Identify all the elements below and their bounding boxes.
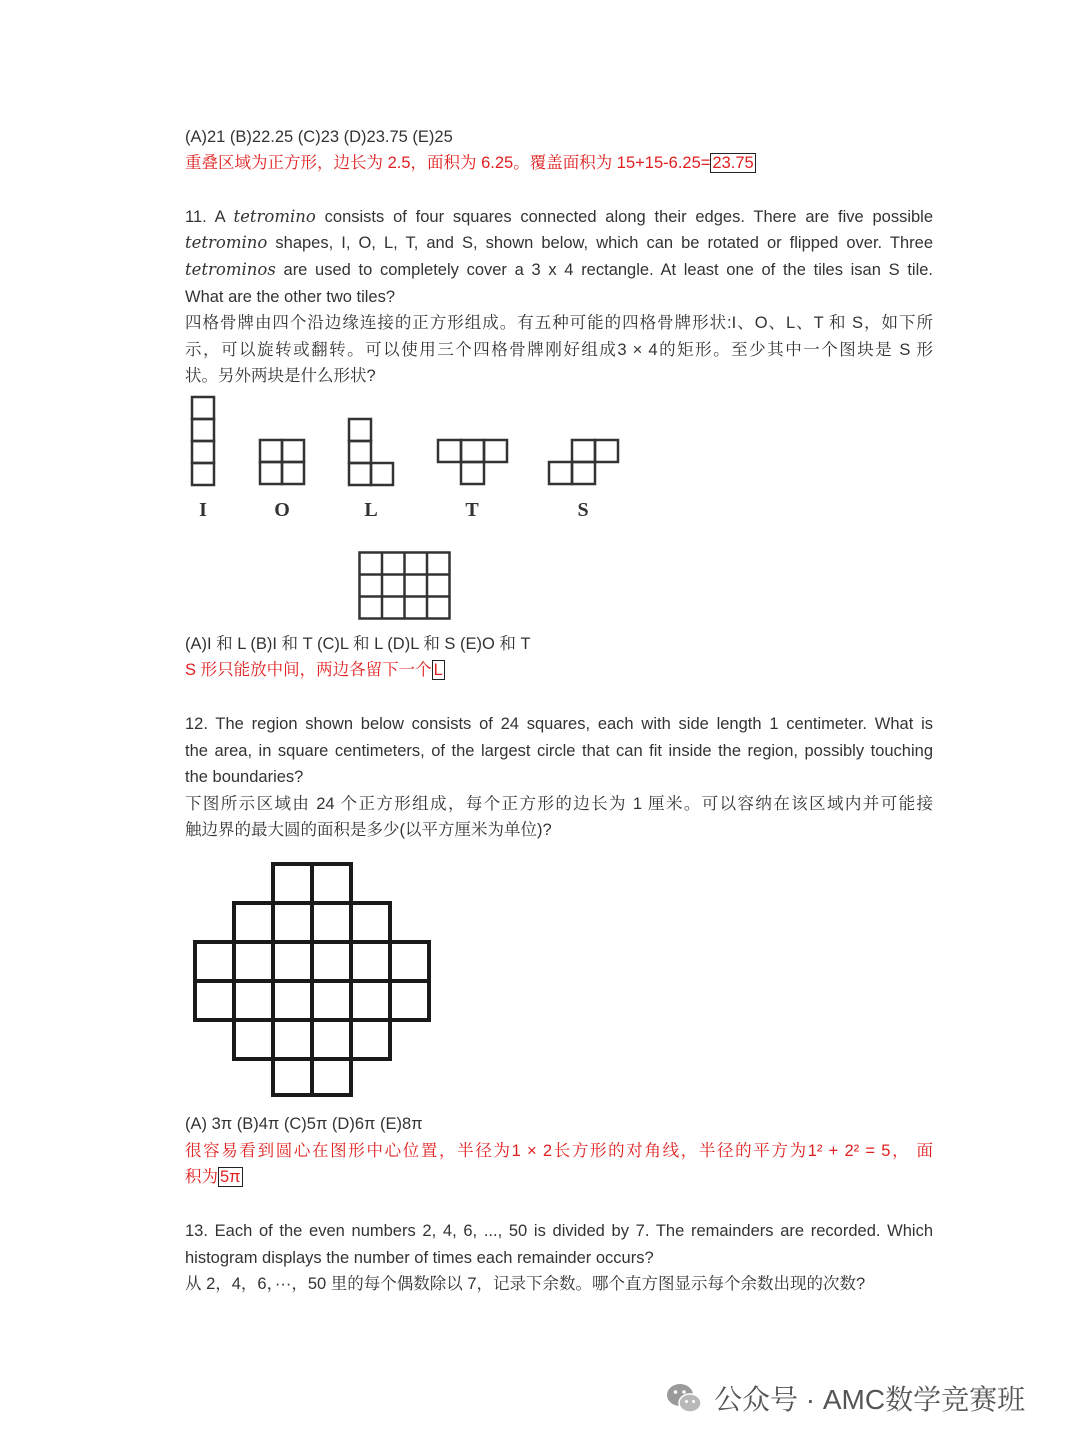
q12-text-line-2: the area, in square centimeters, of the largest circle that can fit inside the region, possibly touching <box>185 742 933 760</box>
watermark-text: 公众号 · AMC数学竞赛班 <box>714 1384 1026 1415</box>
q11-chinese-line-1: 四格骨牌由四个沿边缘连接的正方形组成。有五种可能的四格骨牌形状:I、O、L、T 和 S，如下所 <box>185 314 933 332</box>
q11-text-line-1: 11. A tetromino consists of four squares connected along their edges. There are five possible <box>185 207 933 226</box>
q11-solution: S 形只能放中间，两边各留下一个 L <box>185 661 443 679</box>
q12-chinese-line-2: 触边界的最大圆的面积是多少(以平方厘米为单位)? <box>185 821 552 839</box>
watermark <box>664 1378 1025 1418</box>
tetromino-figure <box>185 392 645 527</box>
tetromino-t <box>438 440 507 484</box>
tetromino-l <box>349 419 393 485</box>
label-o: O <box>274 499 290 521</box>
label-l: L <box>364 499 378 521</box>
tetromino-o <box>260 440 304 484</box>
tetromino-i <box>192 397 214 485</box>
q10-solution: 重叠区域为正方形，边长为 2.5，面积为 6.25。覆盖面积为 15+15-6.25= 23.75 <box>185 154 754 172</box>
region-24-squares <box>195 862 431 1098</box>
q12-options: (A) 3π (B)4π (C)5π (D)6π (E)8π <box>185 1115 423 1133</box>
q11-text-line-3: tetrominos are used to completely cover a 3 x 4 rectangle. At least one of the tiles isan S tile. <box>185 260 933 279</box>
q11-chinese-line-3: 状。另外两块是什么形状? <box>185 367 376 385</box>
q12-text-line-1: 12. The region shown below consists of 24 squares, each with side length 1 centimeter. What is <box>185 715 933 733</box>
label-i: I <box>199 499 207 521</box>
label-t: T <box>465 499 479 521</box>
q13-text-line-2: histogram displays the number of times each remainder occurs? <box>185 1249 654 1267</box>
q12-answer-box: 5π <box>220 1168 241 1186</box>
q11-text-line-4: What are the other two tiles? <box>185 288 396 306</box>
q11-answer-box: L <box>433 661 443 679</box>
q11-text-line-2: tetromino shapes, I, O, L, T, and S, shown below, which can be rotated or flipped over. Three <box>185 233 933 252</box>
q12-chinese-line-1: 下图所示区域由 24 个正方形组成，每个正方形的边长为 1 厘米。可以容纳在该区域内并可能接 <box>185 795 933 813</box>
wechat-icon <box>664 1378 704 1418</box>
label-s: S <box>577 499 589 521</box>
rectangle-3x4-grid <box>358 551 452 621</box>
q12-text-line-3: the boundaries? <box>185 768 304 786</box>
q11-options: (A)I 和 L (B)I 和 T (C)L 和 L (D)L 和 S (E)O 和 T <box>185 635 531 653</box>
q13-text-line-1: 13. Each of the even numbers 2, 4, 6, ..., 50 is divided by 7. The remainders are recorded. Which <box>185 1222 933 1240</box>
q11-chinese-line-2: 示，可以旋转或翻转。可以使用三个四格骨牌刚好组成3 × 4的矩形。至少其中一个图块是 S 形 <box>185 341 933 359</box>
q12-solution-line-2: 积为 5π <box>185 1168 241 1186</box>
q10-options: (A)21 (B)22.25 (C)23 (D)23.75 (E)25 <box>185 128 453 146</box>
tetromino-s <box>549 440 618 484</box>
q10-answer-box: 23.75 <box>712 154 754 172</box>
q13-chinese-line-1: 从 2，4，6，···，50 里的每个偶数除以 7，记录下余数。哪个直方图显示每个余数出现的次数? <box>185 1275 866 1293</box>
q12-solution-line-1: 很容易看到圆心在图形中心位置，半径为1 × 2长方形的对角线，半径的平方为1² + 2² = 5， 面 <box>185 1142 933 1160</box>
